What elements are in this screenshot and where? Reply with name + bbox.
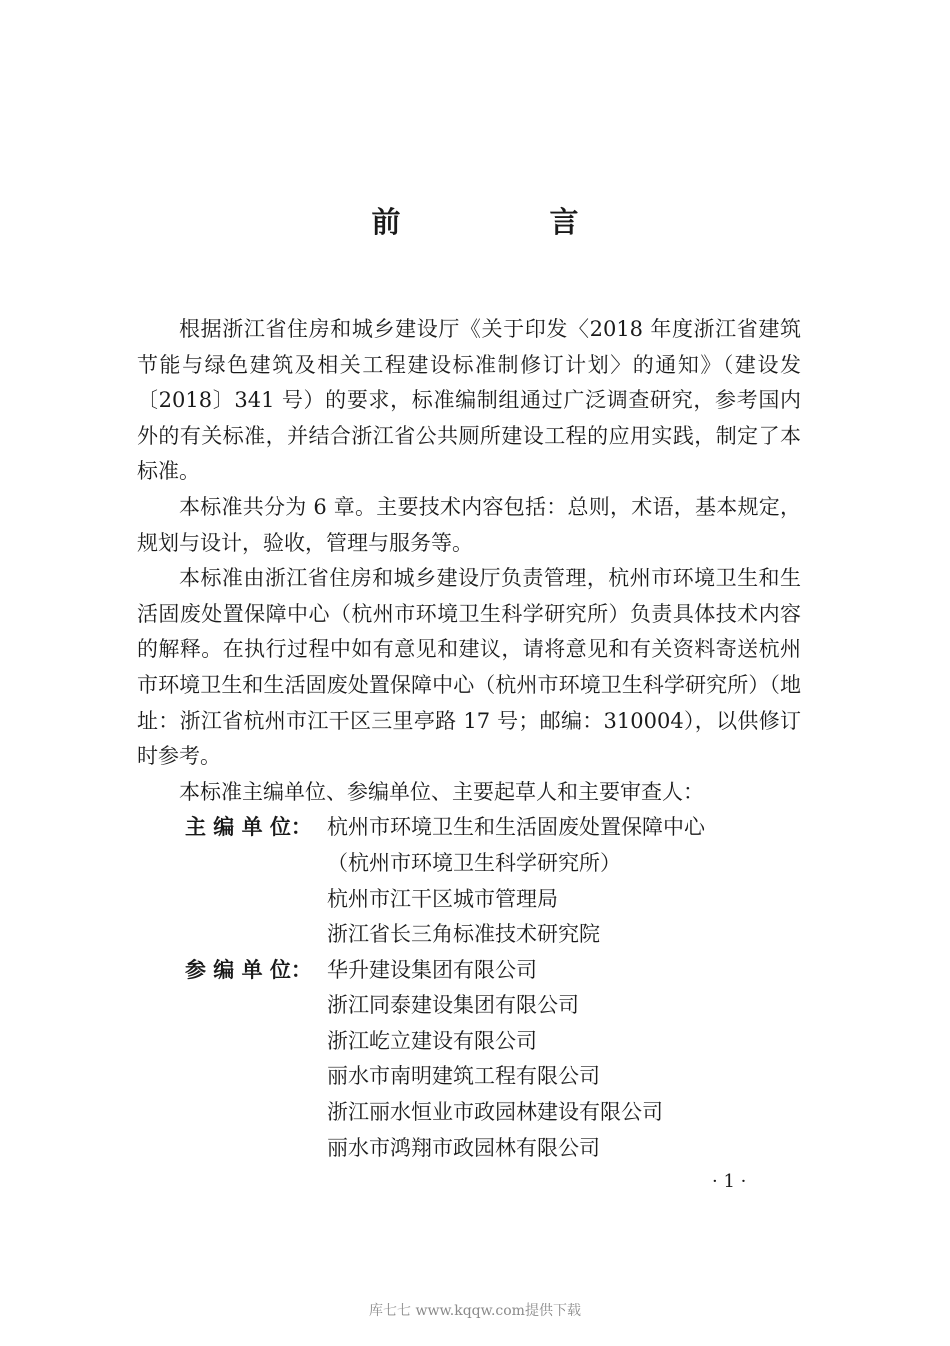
page-title: 前 言 — [371, 205, 639, 239]
participating-units-list — [327, 953, 801, 1167]
participating-units-label: 参 编 单 位： — [185, 957, 312, 982]
participating-unit-item: 华升建设集团有限公司 — [327, 957, 537, 982]
chief-unit-item: 杭州市环境卫生和生活固废处置保障中心 — [327, 815, 705, 840]
paragraph-basis: 根据浙江省住房和城乡建设厅《关于印发〈2018 年度浙江省建筑节能与绿色建筑及相关工程建设标准制修订计划〉的通知》（建设发〔2018〕341 号）的要求，标准编制组通过广泛调查研究，参考国内外的有关标准，并结合浙江省公共厕所建设工程的应用实践，制定了本标准。 — [137, 317, 801, 484]
chief-units-list — [327, 810, 801, 952]
participating-units-block — [185, 953, 801, 1167]
page-number: · 1 · — [712, 1171, 747, 1192]
chief-unit-item: 浙江省长三角标准技术研究院 — [327, 922, 600, 947]
chief-unit-item: （杭州市环境卫生科学研究所） — [327, 850, 621, 875]
paragraph-units-intro: 本标准主编单位、参编单位、主要起草人和主要审查人： — [179, 779, 704, 804]
participating-unit-item: 浙江丽水恒业市政园林建设有限公司 — [327, 1100, 663, 1125]
chief-units-block — [185, 810, 801, 952]
preface-body — [137, 312, 801, 1166]
download-watermark: 库七七 www.kqqw.com提供下载 — [369, 1303, 581, 1319]
participating-unit-item: 丽水市鸿翔市政园林有限公司 — [327, 1135, 600, 1160]
participating-unit-item: 丽水市南明建筑工程有限公司 — [327, 1064, 600, 1089]
chief-unit-item: 杭州市江干区城市管理局 — [327, 886, 558, 911]
paragraph-management: 本标准由浙江省住房和城乡建设厅负责管理，杭州市环境卫生和生活固废处置保障中心（杭州市环境卫生科学研究所）负责具体技术内容的解释。在执行过程中如有意见和建议，请将意见和有关资料寄送杭州市环境卫生和生活固废处置保障中心（杭州市环境卫生科学研究所）（地址：浙江省杭州市江干区三里亭路 17 号；邮编：310004），以供修订时参考。 — [137, 566, 801, 769]
participating-unit-item: 浙江同泰建设集团有限公司 — [327, 993, 579, 1018]
chief-units-label: 主 编 单 位： — [185, 815, 312, 840]
participating-unit-item: 浙江屹立建设有限公司 — [327, 1028, 537, 1053]
paragraph-contents: 本标准共分为 6 章。主要技术内容包括：总则，术语，基本规定，规划与设计，验收，管理与服务等。 — [137, 494, 801, 555]
